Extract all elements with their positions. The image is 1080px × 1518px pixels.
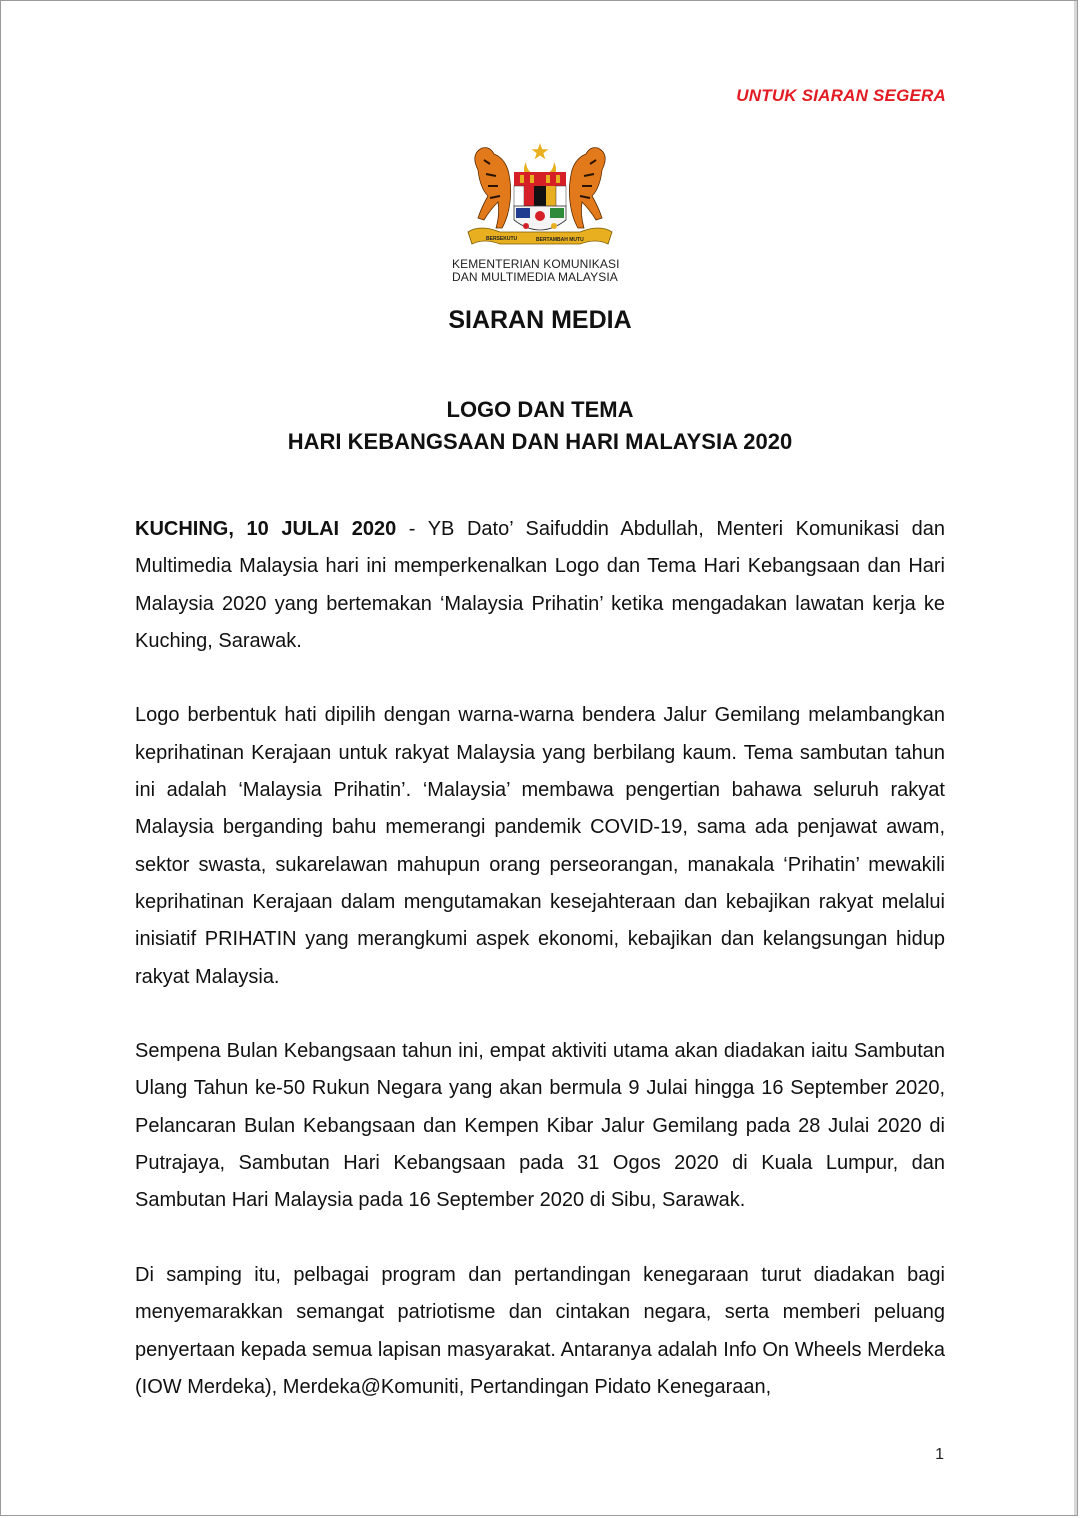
ministry-name-line-2: DAN MULTIMEDIA MALAYSIA xyxy=(452,270,618,284)
paragraph-4: Di samping itu, pelbagai program dan pertandingan kenegaraan turut diadakan bagi menyemarakkan semangat patriotisme dan cintakan negara, serta memberi peluang penyertaan kepada semua lapisan masyarakat. Antaranya adalah Info On Wheels Merdeka (IOW Merdeka), Merdeka@Komuniti, Pertandingan Pidato Kenegaraan, xyxy=(135,1263,945,1398)
headline-line-2: HARI KEBANGSAAN DAN HARI MALAYSIA 2020 xyxy=(287,429,793,454)
paragraph-3: Sempena Bulan Kebangsaan tahun ini, empat aktiviti utama akan diadakan iaitu Sambutan Ulang Tahun ke-50 Rukun Negara yang akan bermula 9 Julai hingga 16 September 2020, Pelancaran Bulan Kebangsaan dan Kempen Kibar Jalur Gemilang pada 28 Julai 2020 di Putrajaya, Sambutan Hari Kebangsaan pada 31 Ogos 2020 di Kuala Lumpur, dan Sambutan Hari Malaysia pada 16 September 2020 di Sibu, Sarawak. xyxy=(135,1040,945,1212)
dateline: KUCHING, 10 JULAI 2020 xyxy=(135,518,397,540)
media-release-title: SIARAN MEDIA xyxy=(448,306,632,334)
paragraph-1 xyxy=(135,511,945,660)
headline-line-1: LOGO DAN TEMA xyxy=(446,397,634,422)
svg-text:BERSEKUTU: BERSEKUTU xyxy=(486,236,518,242)
page-number: 1 xyxy=(935,1446,944,1463)
ministry-name-line-1: KEMENTERIAN KOMUNIKASI xyxy=(452,257,620,271)
body-text xyxy=(135,511,945,1443)
headline xyxy=(0,394,1080,458)
paragraph-2: Logo berbentuk hati dipilih dengan warna-warna bendera Jalur Gemilang melambangkan keprihatinan Kerajaan untuk rakyat Malaysia yang berbilang kaum. Tema sambutan tahun ini adalah ‘Malaysia Prihatin’. ‘Malaysia’ membawa pengertian bahawa seluruh rakyat Malaysia berganding bahu memerangi pandemik COVID-19, sama ada penjawat awam, sektor swasta, sukarelawan mahupun orang perseorangan, manakala ‘Prihatin’ mewakili keprihatinan Kerajaan dalam mengutamakan kesejahteraan dan kebajikan rakyat melalui inisiatif PRIHATIN yang merangkumi aspek ekonomi, kebajikan dan kelangsungan hidup rakyat Malaysia. xyxy=(135,704,945,988)
malaysia-coat-of-arms-icon xyxy=(460,140,620,252)
ministry-name xyxy=(452,258,632,284)
svg-text:BERTAMBAH MUTU: BERTAMBAH MUTU xyxy=(536,237,584,243)
paragraph-1-text: - YB Dato’ Saifuddin Abdullah, Menteri Komunikasi dan Multimedia Malaysia hari ini memperkenalkan Logo dan Tema Hari Kebangsaan dan Hari Malaysia 2020 yang bertemakan ‘Malaysia Prihatin’ ketika mengadakan lawatan kerja ke Kuching, Sarawak. xyxy=(135,518,946,652)
urgent-release-label: UNTUK SIARAN SEGERA xyxy=(736,86,946,105)
